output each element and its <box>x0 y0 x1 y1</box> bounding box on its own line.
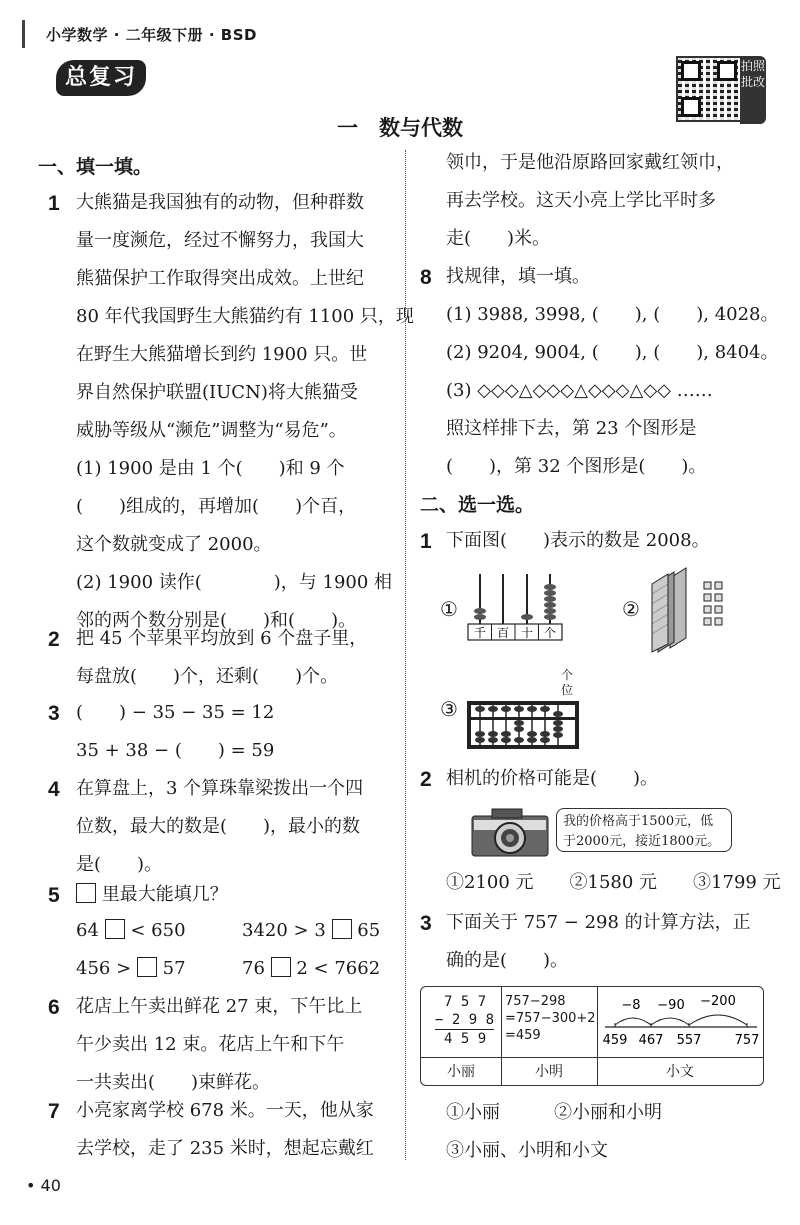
section-title: 一 数与代数 <box>337 116 463 140</box>
blank-box[interactable] <box>105 919 125 939</box>
blank-box[interactable] <box>332 919 352 939</box>
text-line: 35 + 38 − ( ) = 59 <box>76 740 275 761</box>
q2-text <box>76 620 367 696</box>
question-number: 3 <box>48 702 60 725</box>
thousand-blocks-figure <box>650 564 740 654</box>
item-left: 64 <box>76 920 99 941</box>
price-speech-bubble: 我的价格高于1500元，低于2000元，接近1800元。 <box>556 808 732 852</box>
photo-grading-tag[interactable]: 拍照批改 <box>740 56 766 124</box>
text-line: (2) 9204, 9004, ( ), ( ), 8404。 <box>446 342 779 363</box>
text-line: 走( )米。 <box>446 228 551 249</box>
calculation-methods-table <box>420 986 764 1086</box>
item-right: 2 < 7662 <box>296 958 381 979</box>
col-label: 小文 <box>666 1064 694 1080</box>
text-line: 在算盘上，3 个算珠靠梁拨出一个四 <box>76 778 364 799</box>
option-1-label[interactable]: ① <box>440 597 458 621</box>
text-line: (1) 1900 是由 1 个( )和 9 个 <box>76 458 345 479</box>
question-number: 8 <box>420 266 432 289</box>
camera-icon <box>470 806 552 858</box>
text-line: 威胁等级从“濒危”调整为“易危”。 <box>76 420 347 441</box>
col-label: 小丽 <box>447 1064 475 1080</box>
tick-label: 467 <box>638 1033 664 1048</box>
q7-continued <box>446 144 734 258</box>
text-line: 花店上午卖出鲜花 27 束，下午比上 <box>76 996 363 1017</box>
question-number: 7 <box>48 1100 60 1123</box>
place-label: 个 <box>543 626 557 640</box>
blank-box[interactable] <box>137 957 157 977</box>
text-line: 找规律，填一填。 <box>446 266 590 287</box>
header-bar <box>22 20 25 48</box>
calc-line: =459 <box>505 1028 541 1043</box>
tick-label: 757 <box>734 1033 760 1048</box>
text-line: 80 年代我国野生大熊猫约有 1100 只，现 <box>76 306 414 327</box>
p2q2-stem: 相机的价格可能是( )。 <box>446 768 659 789</box>
item-right: 57 <box>162 958 186 979</box>
part1-heading: 一、填一填。 <box>38 156 153 178</box>
ones-place-label: 个位 <box>560 668 573 697</box>
question-number: 1 <box>420 530 432 553</box>
xiaoli-method <box>435 993 494 1048</box>
page-number: • 40 <box>26 1176 61 1195</box>
text-line: 界自然保护联盟(IUCN)将大熊猫受 <box>76 382 358 403</box>
calc-line: 7 5 7 <box>444 994 487 1010</box>
q5-item <box>76 912 186 950</box>
option-2-label[interactable]: ② <box>622 597 640 621</box>
item-left: 3420 > 3 <box>242 920 326 941</box>
item-right: < 650 <box>130 920 186 941</box>
option-line[interactable]: ①小丽 ②小丽和小明 <box>446 1102 662 1123</box>
text-line: 邻的两个数分别是( )和( )。 <box>76 610 357 631</box>
text-line: (1) 3988, 3998, ( ), ( ), 4028。 <box>446 304 779 325</box>
text-line: 小亮家离学校 678 米。一天，他从家 <box>76 1100 374 1121</box>
text-line: 每盘放( )个，还剩( )个。 <box>76 666 339 687</box>
text-line: 把 45 个苹果平均放到 6 个盘子里， <box>76 628 368 649</box>
abacus-figure <box>466 700 580 750</box>
text-line: 位数，最大的数是( )，最小的数 <box>76 816 361 837</box>
blank-box[interactable] <box>271 957 291 977</box>
q8-text <box>446 258 779 486</box>
table-divider <box>421 1057 763 1058</box>
p2q3-options <box>446 1094 662 1170</box>
text-line: 照这样排下去，第 23 个图形是 <box>446 418 697 439</box>
text-line: 领巾，于是他沿原路回家戴红领巾， <box>446 152 734 173</box>
number-line-figure <box>601 991 761 1053</box>
q3-text <box>76 694 274 770</box>
question-number: 2 <box>420 768 432 791</box>
text-line: (3) ◇◇◇△◇◇◇△◇◇◇△◇◇ …… <box>446 380 713 401</box>
q5-stem-text: 里最大能填几？ <box>101 884 228 905</box>
p2q1-stem: 下面图( )表示的数是 2008。 <box>446 530 710 551</box>
place-label: 百 <box>496 626 510 640</box>
q4-text <box>76 770 363 884</box>
text-line: 去学校，走了 235 米时，想起忘戴红 <box>76 1138 374 1159</box>
xiaoming-method <box>505 993 596 1044</box>
option-line[interactable]: ③小丽、小明和小文 <box>446 1140 608 1161</box>
item-left: 456 > <box>76 958 132 979</box>
text-line: 下面关于 757 − 298 的计算方法，正 <box>446 912 751 933</box>
step-label: −8 <box>621 998 641 1013</box>
q5-stem <box>76 876 228 914</box>
tick-label: 459 <box>602 1033 628 1048</box>
part2-heading: 二、选一选。 <box>420 494 535 516</box>
calc-line: − 2 9 8 <box>435 1012 495 1028</box>
text-line: 大熊猫是我国独有的动物，但种群数 <box>76 192 364 213</box>
text-line: 再去学校。这天小亮上学比平时多 <box>446 190 716 211</box>
text-line: 一共卖出( )束鲜花。 <box>76 1072 271 1093</box>
calc-line: =757−300+2 <box>505 1011 596 1026</box>
text-line: 这个数就变成了 2000。 <box>76 534 272 555</box>
blank-box <box>76 883 96 903</box>
calc-line: 757−298 <box>505 994 566 1009</box>
text-line: 是( )。 <box>76 854 163 875</box>
item-left: 76 <box>242 958 265 979</box>
text-line: 午少卖出 12 束。花店上午和下午 <box>76 1034 345 1055</box>
p2q2-options[interactable]: ①2100 元 ②1580 元 ③1799 元 <box>446 872 781 893</box>
counting-frame-figure <box>466 570 566 642</box>
question-number: 3 <box>420 912 432 935</box>
calc-line: 4 5 9 <box>444 1031 487 1047</box>
q6-text <box>76 988 362 1102</box>
q5-item <box>242 912 380 950</box>
question-number: 6 <box>48 996 60 1019</box>
step-label: −90 <box>657 998 685 1013</box>
q5-item <box>242 950 380 988</box>
q5-item <box>76 950 186 988</box>
text-line: (2) 1900 读作( )，与 1900 相 <box>76 572 393 593</box>
item-right: 65 <box>357 920 381 941</box>
book-title: 小学数学 · 二年级下册 · BSD <box>46 26 257 44</box>
q7-text <box>76 1092 374 1168</box>
text-line: 在野生大熊猫增长到约 1900 只。世 <box>76 344 368 365</box>
q1-text <box>76 184 414 640</box>
text-line: 量一度濒危，经过不懈努力，我国大 <box>76 230 364 251</box>
place-label: 十 <box>520 626 534 640</box>
question-number: 5 <box>48 884 60 907</box>
question-number: 2 <box>48 628 60 651</box>
option-3-label[interactable]: ③ <box>440 697 458 721</box>
text-line: ( )，第 32 个图形是( )。 <box>446 456 707 477</box>
place-label: 千 <box>473 626 487 640</box>
text-line: ( ) − 35 − 35 = 12 <box>76 702 275 723</box>
question-number: 4 <box>48 778 60 801</box>
question-number: 1 <box>48 192 60 215</box>
p2q3-stem <box>446 904 751 980</box>
col-label: 小明 <box>535 1064 563 1080</box>
text-line: 熊猫保护工作取得突出成效。上世纪 <box>76 268 364 289</box>
tick-label: 557 <box>676 1033 702 1048</box>
step-label: −200 <box>700 994 736 1009</box>
text-line: 确的是( )。 <box>446 950 569 971</box>
review-badge: 总复习 <box>56 60 146 96</box>
text-line: ( )组成的，再增加( )个百， <box>76 496 357 517</box>
